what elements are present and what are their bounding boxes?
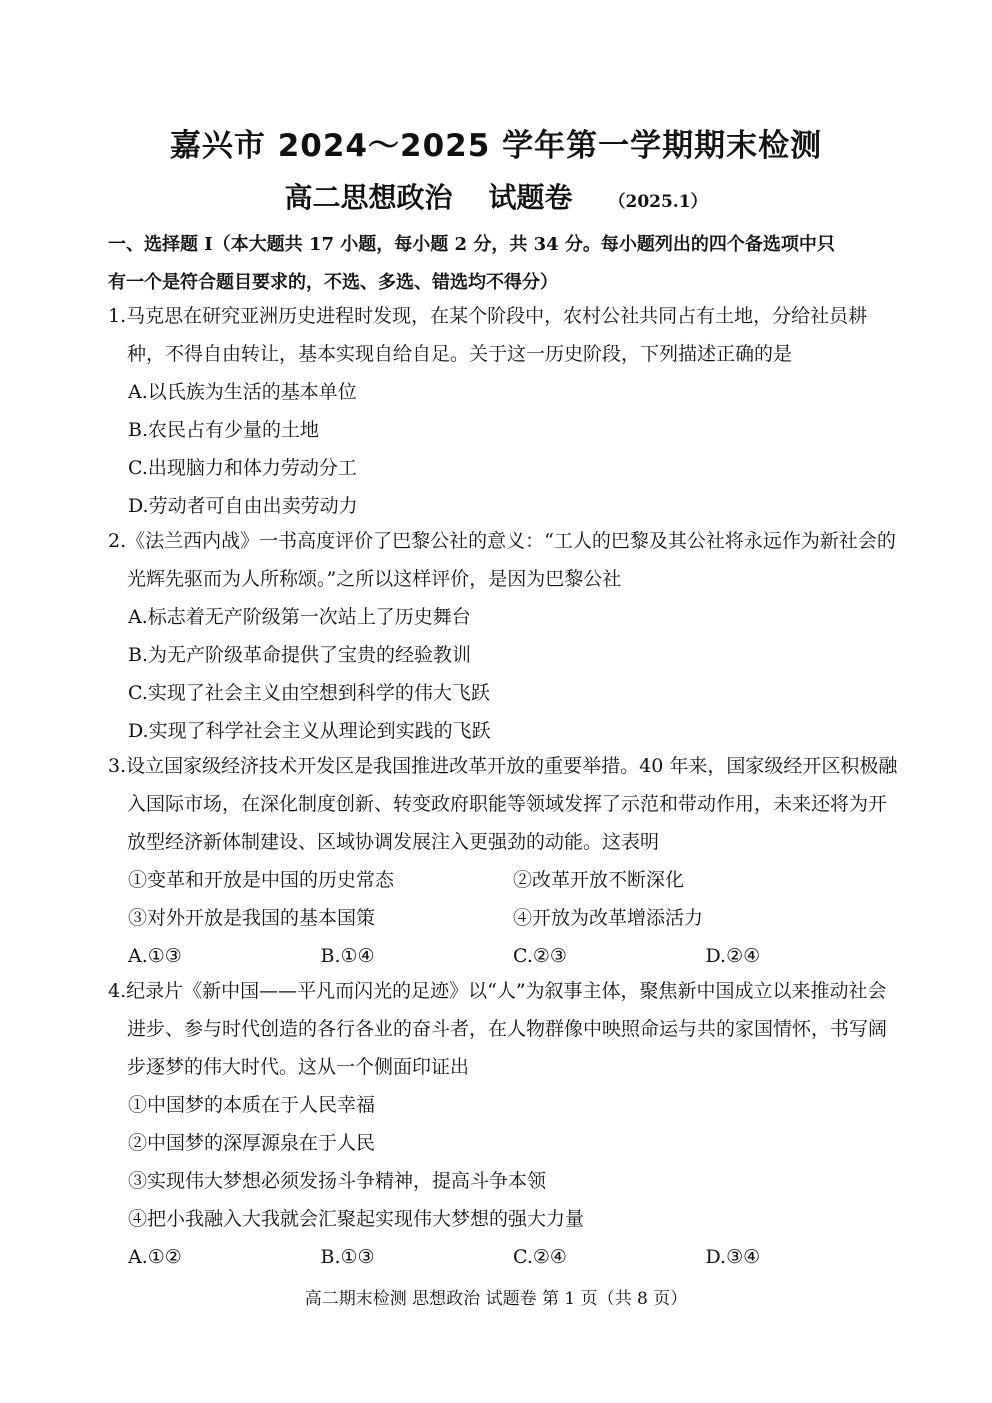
statement-1: ①中国梦的本质在于人民幸福	[128, 1094, 376, 1116]
statement-2: ②中国梦的深厚源泉在于人民	[128, 1132, 376, 1154]
statement-row	[108, 899, 898, 937]
question-stem: 1.马克思在研究亚洲历史进程时发现，在某个阶段中，农村公社共同占有土地，分给社员耕种，不得自由转让，基本实现自给自足。关于这一历史阶段，下列描述正确的是	[108, 305, 868, 365]
option-a: A.标志着无产阶级第一次站上了历史舞台	[128, 606, 471, 628]
question-stem: 2.《法兰西内战》一书高度评价了巴黎公社的意义：“工人的巴黎及其公社将永远作为新社会的光辉先驱而为人所称颂。”之所以这样评价，是因为巴黎公社	[108, 530, 896, 590]
section-instructions	[108, 226, 898, 302]
choice-row	[108, 1238, 898, 1276]
section-line-1: 一、选择题 I（本大题共 17 小题，每小题 2 分，共 34 分。每小题列出的四个备选项中只	[108, 234, 835, 255]
section-line-2: 有一个是符合题目要求的，不选、多选、错选均不得分）	[108, 272, 558, 293]
statement-3: ③对外开放是我国的基本国策	[128, 907, 376, 929]
question-stem: 4.纪录片《新中国——平凡而闪光的足迹》以“人”为叙事主体，聚焦新中国成立以来推动社会进步、参与时代创造的各行各业的奋斗者，在人物群像中映照命运与共的家国情怀，书写阔步逐梦的伟大时代。这从一个侧面印证出	[108, 980, 888, 1078]
statement-2: ②改革开放不断深化	[513, 869, 685, 891]
option-d: D.劳动者可自由出卖劳动力	[128, 495, 358, 517]
statement-4: ④把小我融入大我就会汇聚起实现伟大梦想的强大力量	[128, 1208, 585, 1230]
exam-subtitle	[0, 176, 992, 216]
choice-row	[108, 937, 898, 975]
option-d: D.实现了科学社会主义从理论到实践的飞跃	[128, 720, 491, 742]
choice-a: A.①②	[128, 1246, 182, 1268]
choice-d: D.③④	[705, 1246, 761, 1268]
exam-title: 嘉兴市 2024～2025 学年第一学期期末检测	[169, 128, 823, 164]
option-a: A.以氏族为生活的基本单位	[128, 381, 357, 403]
statement-1: ①变革和开放是中国的历史常态	[128, 869, 395, 891]
question-stem: 3.设立国家级经济技术开发区是我国推进改革开放的重要举措。40 年来，国家级经开区积极融入国际市场，在深化制度创新、转变政府职能等领域发挥了示范和带动作用，未来还将为开放型经济新体制建设、区域协调发展注入更强劲的动能。这表明	[108, 755, 898, 853]
choice-c: C.②④	[513, 1246, 567, 1268]
option-c: C.出现脑力和体力劳动分工	[128, 457, 357, 479]
choice-b: B.①④	[320, 945, 375, 967]
question-3	[108, 747, 898, 975]
question-2	[108, 522, 898, 750]
choice-b: B.①③	[320, 1246, 375, 1268]
choice-c: C.②③	[513, 945, 567, 967]
statement-4: ④开放为改革增添活力	[513, 907, 704, 929]
statement-row	[108, 861, 898, 899]
paper-type: 试题卷	[488, 181, 573, 214]
statement-3: ③实现伟大梦想必须发扬斗争精神，提高斗争本领	[128, 1170, 547, 1192]
page-footer: 高二期末检测 思想政治 试题卷 第 1 页（共 8 页）	[304, 1289, 688, 1309]
option-c: C.实现了社会主义由空想到科学的伟大飞跃	[128, 682, 490, 704]
option-b: B.为无产阶级革命提供了宝贵的经验教训	[128, 644, 472, 666]
question-4	[108, 972, 898, 1276]
subject-name: 高二思想政治	[284, 181, 453, 214]
option-b: B.农民占有少量的土地	[128, 419, 320, 441]
exam-date: （2025.1）	[608, 192, 708, 212]
choice-d: D.②④	[705, 945, 761, 967]
question-1	[108, 297, 898, 525]
choice-a: A.①③	[128, 945, 182, 967]
